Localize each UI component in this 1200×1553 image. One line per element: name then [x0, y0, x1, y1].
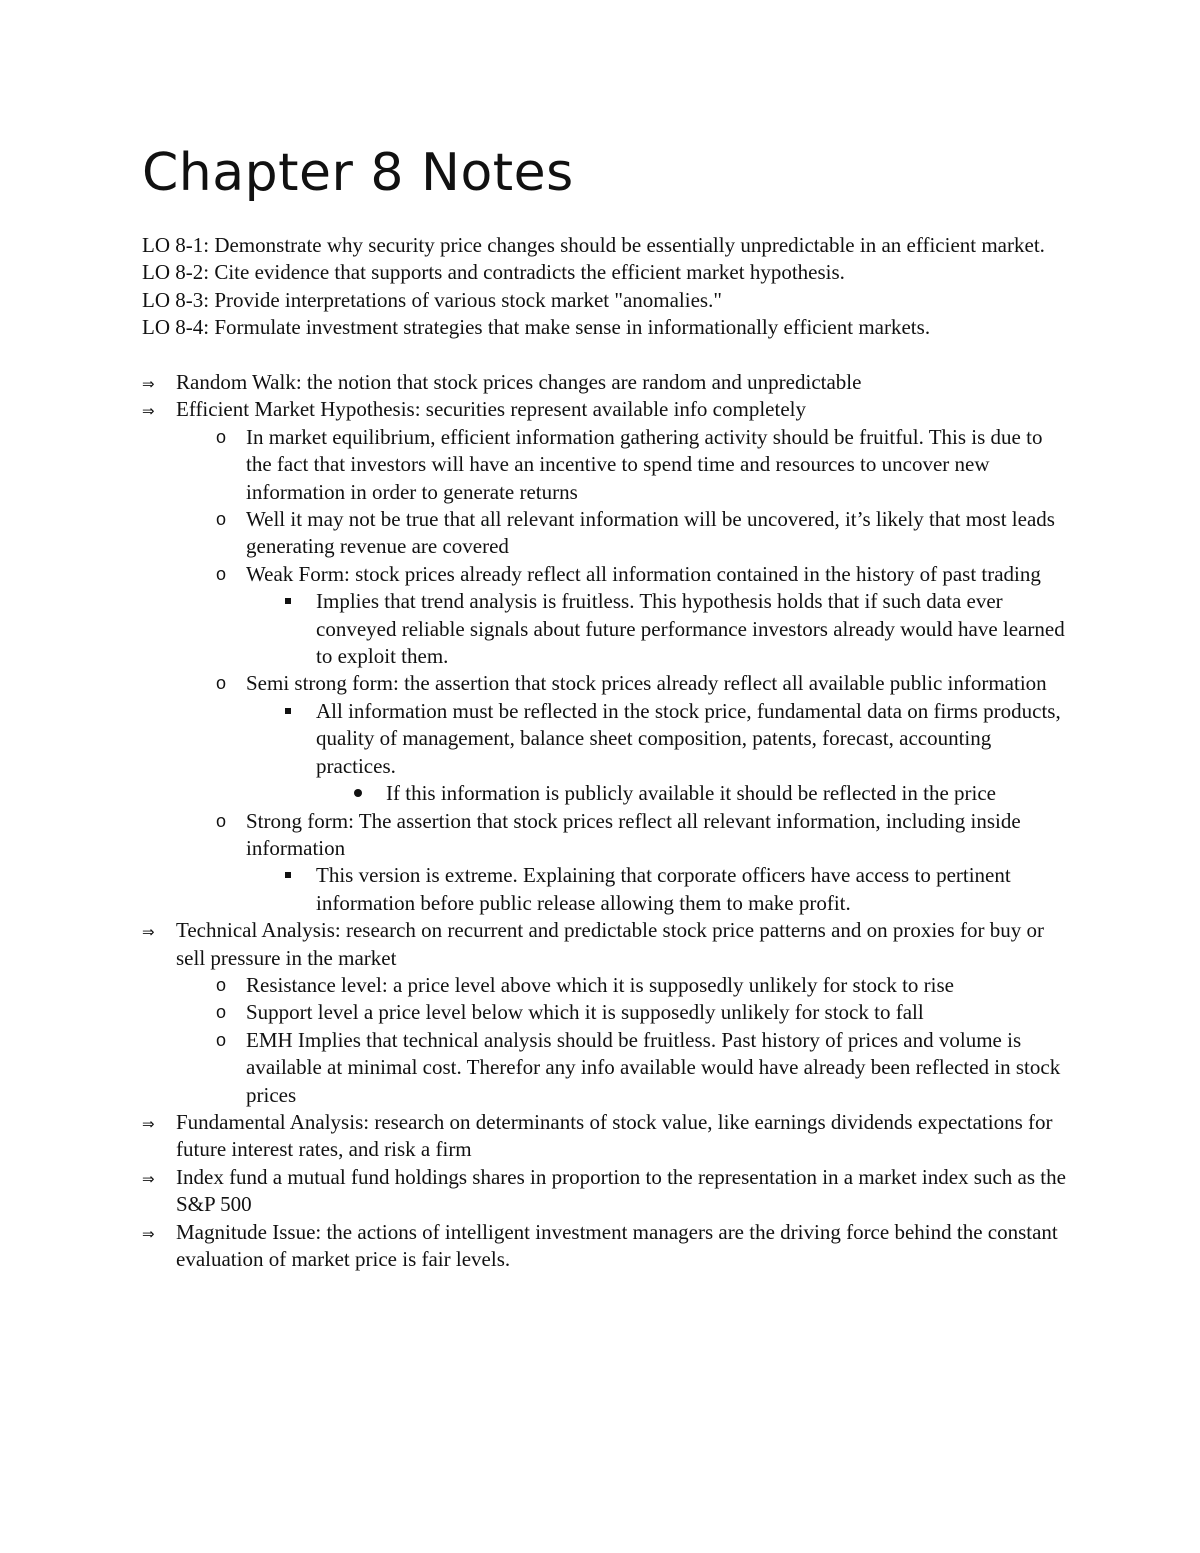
learning-objective: LO 8-4: Formulate investment strategies that make sense in informationally efficient markets. [142, 315, 931, 340]
list-item [142, 396, 1072, 917]
arrow-bullet-icon: ⇒ [142, 923, 155, 942]
arrow-bullet-icon: ⇒ [142, 1224, 155, 1243]
learning-objective: LO 8-3: Provide interpretations of various stock market "anomalies." [142, 287, 722, 312]
note-emh-implies: EMH Implies that technical analysis should be fruitless. Past history of prices and volume is available at minimal cost. Therefor any info available would have already been reflected in stock prices [246, 1027, 1061, 1107]
list-item [282, 588, 1072, 670]
list-item [142, 1164, 1072, 1219]
arrow-bullet-icon: ⇒ [142, 1114, 155, 1133]
list-item [282, 862, 1072, 917]
page-title: Chapter 8 Notes [142, 143, 574, 203]
document-body [142, 232, 1072, 1273]
list-item [212, 506, 1072, 561]
dot-bullet-icon [354, 789, 362, 797]
square-bullet-icon [285, 872, 291, 878]
note-equilibrium: In market equilibrium, efficient information gathering activity should be fruitful. This is due to the fact that investors will have an incentive to spend time and resources to uncover new information in order to generate returns [246, 424, 1043, 504]
list-item [142, 1219, 1072, 1274]
notes-list [142, 369, 1072, 1273]
note-weak-form-detail: Implies that trend analysis is fruitless. This hypothesis holds that if such data ever conveyed reliable signals about future performance investors already would have learned to exploit them. [316, 589, 1065, 669]
blank-line [142, 342, 1072, 369]
note-semi-strong-form: Semi strong form: the assertion that stock prices already reflect all available public information [246, 671, 1047, 696]
learning-objective: LO 8-1: Demonstrate why security price changes should be essentially unpredictable in an efficient market. [142, 233, 1045, 257]
circle-bullet-icon: o [216, 974, 227, 995]
circle-bullet-icon: o [216, 673, 227, 694]
note-emh: Efficient Market Hypothesis: securities represent available info completely [176, 397, 806, 422]
list-item [212, 972, 1072, 999]
sub-sub-sub-list [352, 780, 1072, 807]
list-item [212, 561, 1072, 671]
note-support-level: Support level a price level below which it is supposedly unlikely for stock to fall [246, 1000, 924, 1025]
note-strong-form-detail: This version is extreme. Explaining that corporate officers have access to pertinent information before public release allowing them to make profit. [316, 863, 1011, 915]
circle-bullet-icon: o [216, 509, 227, 530]
list-item [142, 369, 1072, 396]
sub-sub-list [282, 862, 1072, 917]
note-semi-strong-detail: All information must be reflected in the stock price, fundamental data on firms products, quality of management, balance sheet composition, patents, forecast, accounting practices. [316, 698, 1061, 778]
document-page [142, 140, 1072, 1273]
note-weak-form: Weak Form: stock prices already reflect all information contained in the history of past trading [246, 561, 1041, 586]
list-item [282, 698, 1072, 808]
sub-list [212, 972, 1072, 1109]
square-bullet-icon [285, 598, 291, 604]
learning-objective: LO 8-2: Cite evidence that supports and contradicts the efficient market hypothesis. [142, 260, 845, 285]
sub-list [212, 424, 1072, 917]
circle-bullet-icon: o [216, 810, 227, 831]
note-strong-form: Strong form: The assertion that stock prices reflect all relevant information, including inside information [246, 808, 1021, 860]
circle-bullet-icon: o [216, 426, 227, 447]
list-item [212, 670, 1072, 807]
learning-objectives [142, 232, 1072, 342]
list-item [142, 1109, 1072, 1164]
square-bullet-icon [285, 708, 291, 714]
arrow-bullet-icon: ⇒ [142, 1169, 155, 1188]
sub-sub-list [282, 698, 1072, 808]
circle-bullet-icon: o [216, 1002, 227, 1023]
note-fundamental-analysis: Fundamental Analysis: research on determinants of stock value, like earnings dividends expectations for future interest rates, and risk a firm [176, 1109, 1053, 1162]
note-uncovered: Well it may not be true that all relevant information will be uncovered, it’s likely that most leads generating revenue are covered [246, 507, 1055, 559]
list-item [212, 1027, 1072, 1109]
sub-sub-list [282, 588, 1072, 670]
note-resistance-level: Resistance level: a price level above which it is supposedly unlikely for stock to rise [246, 972, 954, 997]
list-item [142, 917, 1072, 1109]
list-item [212, 424, 1072, 506]
note-technical-analysis: Technical Analysis: research on recurrent and predictable stock price patterns and on proxies for buy or sell pressure in the market [176, 918, 1044, 970]
note-random-walk: Random Walk: the notion that stock prices changes are random and unpredictable [176, 370, 862, 395]
arrow-bullet-icon: ⇒ [142, 402, 155, 421]
note-index-fund: Index fund a mutual fund holdings shares in proportion to the representation in a market index such as the S&P 500 [176, 1164, 1066, 1217]
note-magnitude-issue: Magnitude Issue: the actions of intelligent investment managers are the driving force behind the constant evaluation of market price is fair levels. [176, 1219, 1058, 1272]
arrow-bullet-icon: ⇒ [142, 375, 155, 394]
circle-bullet-icon: o [216, 563, 227, 584]
list-item [212, 808, 1072, 918]
list-item [352, 780, 1072, 807]
note-semi-strong-public: If this information is publicly available it should be reflected in the price [386, 781, 996, 806]
circle-bullet-icon: o [216, 1029, 227, 1050]
list-item [212, 999, 1072, 1026]
